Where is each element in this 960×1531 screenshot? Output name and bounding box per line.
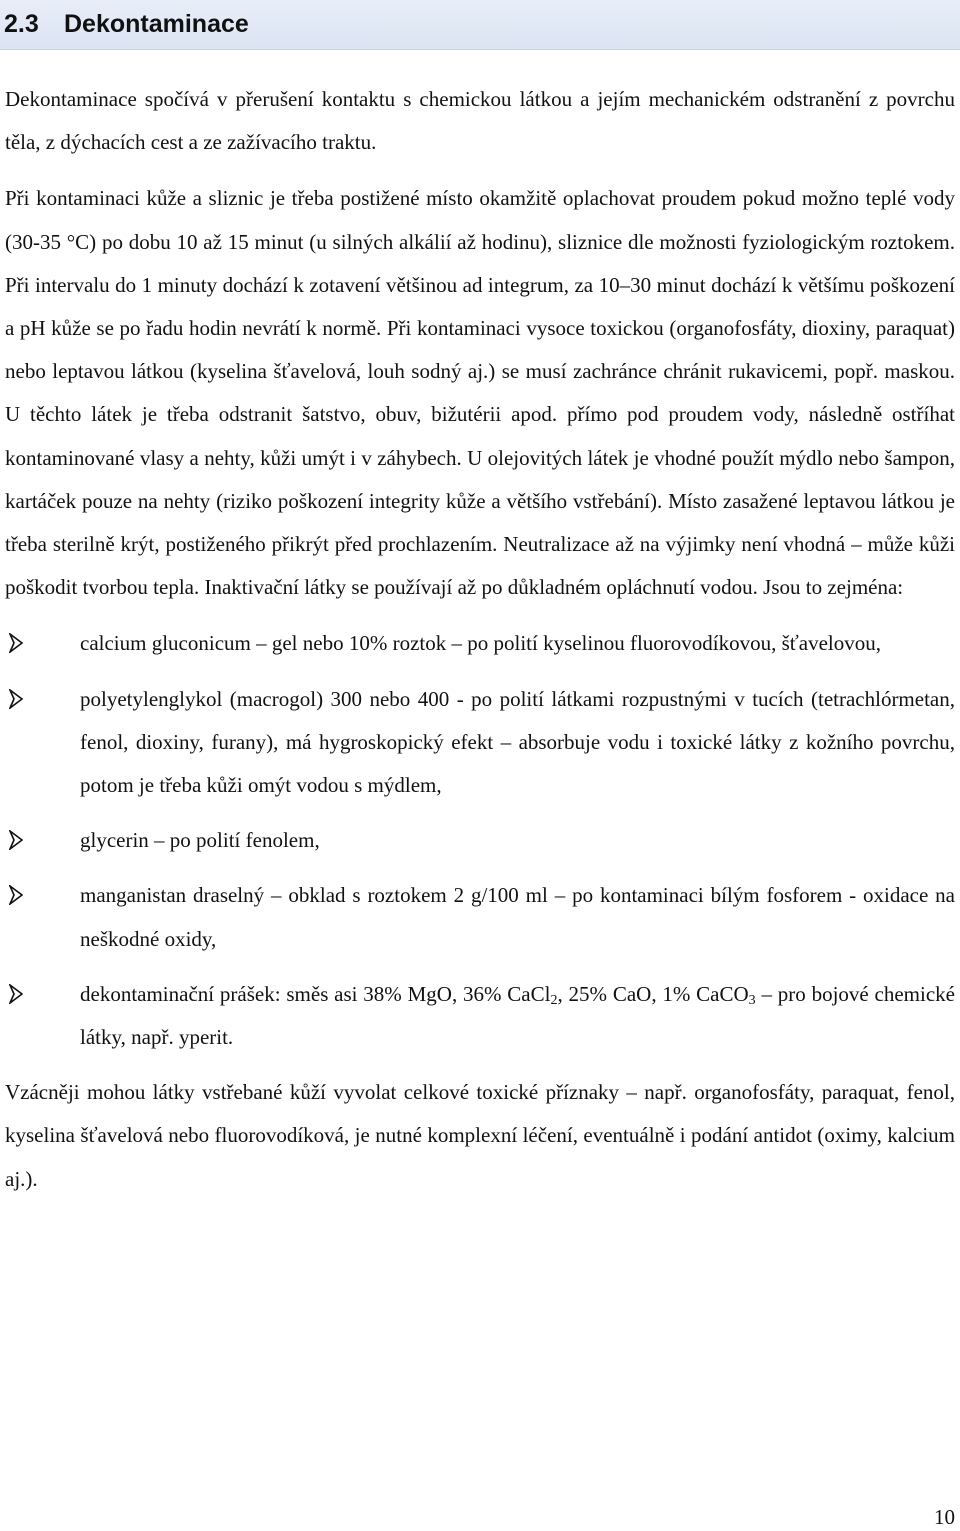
agent-list [5,622,955,1059]
list-item [5,819,955,862]
list-item-text: polyetylenglykol (macrogol) 300 nebo 400 - po polití látkami rozpustnými v tucích (tetrachlórmetan, fenol, dioxiny, furany), má hygroskopický efekt – absorbuje vodu i toxické látky z kožního povrchu, potom je třeba kůži omýt vodou s mýdlem, [80,686,955,798]
section-number: 2.3 [4,10,39,38]
arrowhead-bullet-icon [9,830,23,850]
list-item-text: glycerin – po polití fenolem, [80,828,320,853]
list-item [5,973,955,1059]
document-body [5,78,955,1201]
list-item [5,622,955,665]
list-item-text-part: – pro bojové chemické látky, např. yperit. [80,981,955,1050]
subscript: 3 [748,992,756,1008]
section-heading [0,0,960,50]
paragraph-intro: Dekontaminace spočívá v přerušení kontaktu s chemickou látkou a jejím mechanickém odstranění z povrchu těla, z dýchacích cest a ze zažívacího traktu. [5,87,955,155]
section-title: Dekontaminace [64,10,249,38]
subscript: 2 [550,992,558,1008]
paragraph-main: Při kontaminaci kůže a sliznic je třeba postižené místo okamžitě oplachovat proudem pokud možno teplé vody (30-35 °C) po dobu 10 až 15 minut (u silných alkálií až hodinu), sliznice dle možnosti fyziologickým roztokem. Při intervalu do 1 minuty dochází k zotavení většinou ad integrum, za 10–30 minut dochází k většímu poškození a pH kůže se po řadu hodin nevrátí k normě. Při kontaminaci vysoce toxickou (organofosfáty, dioxiny, paraquat) nebo leptavou látkou (kyselina šťavelová, louh sodný aj.) se musí zachránce chránit rukavicemi, popř. maskou. U těchto látek je třeba odstranit šatstvo, obuv, bižutérii apod. přímo pod proudem vody, následně ostříhat kontaminované vlasy a nehty, kůži umýt i v záhybech. U olejovitých látek je vhodné použít mýdlo nebo šampon, kartáček pouze na nehty (riziko poškození integrity kůže a většího vstřebání). Místo zasažené leptavou látkou je třeba sterilně krýt, postiženého přikrýt před prochlazením. Neutralizace až na výjimky není vhodná – může kůži poškodit tvorbou tepla. Inaktivační látky se používají až po důkladném opláchnutí vodou. Jsou to zejména: [5,186,955,600]
list-item-text-part: , 25% CaO, 1% CaCO [557,981,749,1006]
page-number: 10 [934,1505,955,1529]
list-item-text: manganistan draselný – obklad s roztokem 2 g/100 ml – po kontaminaci bílým fosforem - oxidace na neškodné oxidy, [80,883,955,951]
arrowhead-bullet-icon [9,689,23,709]
list-item [5,874,955,960]
paragraph-closing: Vzácněji mohou látky vstřebané kůží vyvolat celkové toxické příznaky – např. organofosfáty, paraquat, fenol, kyselina šťavelová nebo fluorovodíková, je nutné komplexní léčení, eventuálně i podání antidot (oximy, kalcium aj.). [5,1080,955,1191]
list-item-text-part: dekontaminační prášek: směs asi 38% MgO, 36% CaCl [80,981,551,1006]
list-item-text [80,982,955,1049]
list-item-text: calcium gluconicum – gel nebo 10% roztok – po polití kyselinou fluorovodíkovou, šťavelovou, [80,631,882,656]
arrowhead-bullet-icon [9,984,23,1004]
list-item [5,678,955,808]
arrowhead-bullet-icon [9,633,23,653]
arrowhead-bullet-icon [9,885,23,905]
